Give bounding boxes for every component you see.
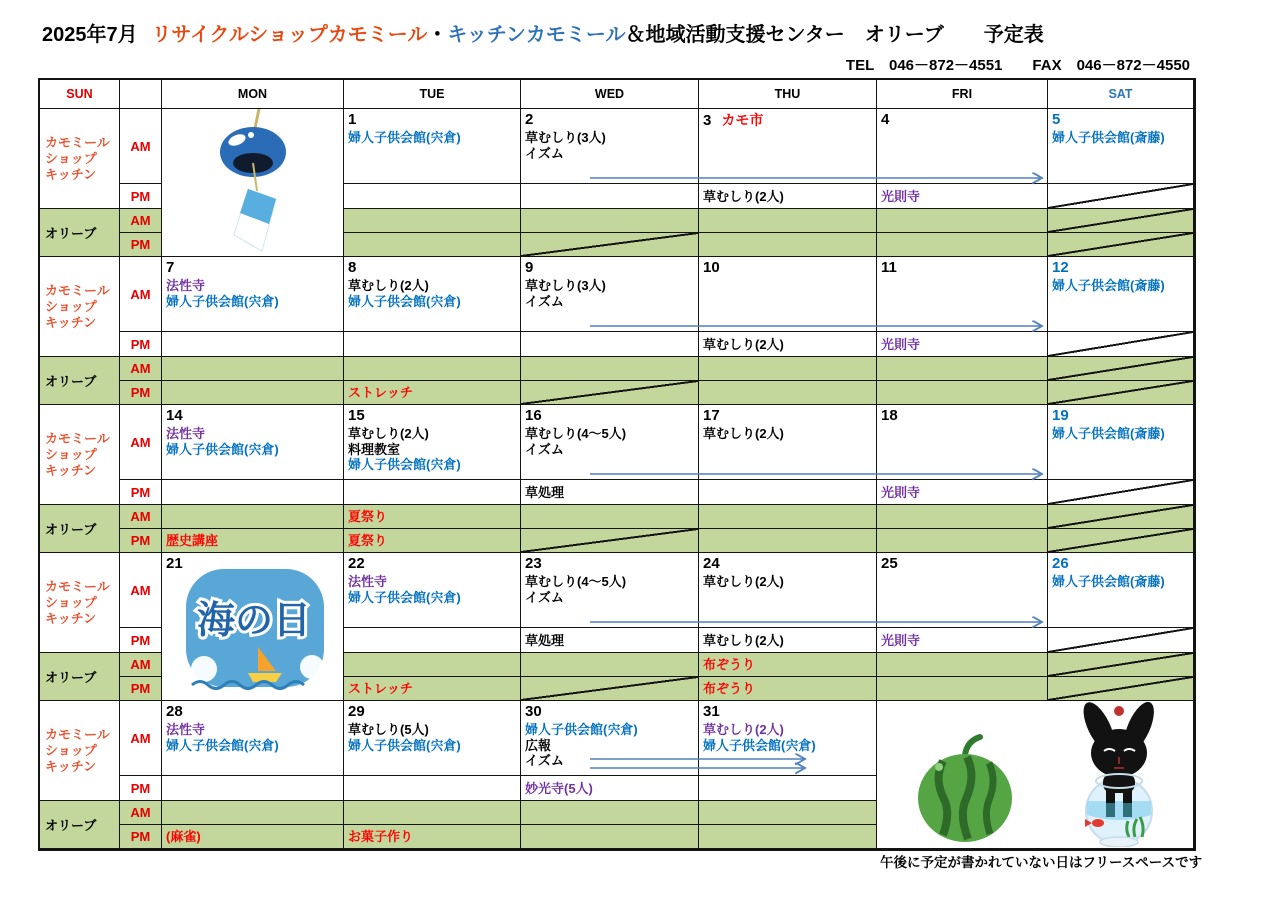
event-lines — [344, 278, 520, 309]
day-10-opm — [699, 381, 877, 405]
day-26-oam — [1048, 653, 1194, 677]
pm-row-label: PM — [120, 233, 162, 257]
event-label: イズム — [525, 293, 564, 309]
event-lines — [521, 634, 568, 647]
event-label: 法性寺 — [348, 574, 388, 589]
title-separator: ・ — [427, 24, 448, 46]
day-number: 21 — [166, 555, 183, 572]
day-number: 23 — [525, 555, 542, 572]
header-wed: WED — [521, 80, 699, 109]
event-lines — [699, 190, 788, 203]
kamomiru-section-label: カモミール ショップ キッチン — [40, 405, 120, 505]
event-label: 婦人子供会館(宍倉) — [348, 293, 461, 309]
day-1-oam — [344, 209, 521, 233]
event-lines — [344, 574, 520, 605]
event-lines — [344, 426, 520, 473]
day-number: 15 — [348, 407, 365, 424]
day-11-opm — [877, 381, 1048, 405]
day-number: 7 — [166, 259, 175, 276]
day-22-oam — [344, 653, 521, 677]
kamomiru-section-label: カモミール ショップ キッチン — [40, 701, 120, 801]
day-3-oam — [699, 209, 877, 233]
day-25-opm — [877, 677, 1048, 701]
day-3-opm — [699, 233, 877, 257]
day-17-opm — [699, 529, 877, 553]
event-lines — [162, 426, 343, 457]
am-row-label: AM — [120, 405, 162, 480]
am-row-label: AM — [120, 553, 162, 628]
kamomiru-section-label: カモミール ショップ キッチン — [40, 109, 120, 209]
olive-section-label: オリーブ — [40, 801, 120, 849]
event-lines — [1048, 574, 1193, 590]
header-blank — [120, 80, 162, 109]
am-row-label: AM — [120, 209, 162, 233]
event-lines — [1048, 278, 1193, 294]
day-number: 5 — [1052, 111, 1061, 128]
day-28-opm — [162, 825, 344, 849]
pm-row-label: PM — [120, 677, 162, 701]
day-number: 19 — [1052, 407, 1069, 424]
event-lines — [699, 682, 759, 695]
event-label: 妙光寺(5人) — [525, 780, 593, 796]
day-5-am — [1048, 109, 1194, 184]
day-number: 9 — [525, 259, 534, 276]
day-15-opm — [344, 529, 521, 553]
day-12-oam — [1048, 357, 1194, 381]
day-4-opm — [877, 233, 1048, 257]
event-lines — [344, 722, 520, 753]
event-lines — [877, 486, 924, 499]
am-row-label: AM — [120, 109, 162, 184]
pm-row-label: PM — [120, 628, 162, 653]
event-label: 草処理 — [525, 632, 565, 648]
day-29-opm — [344, 825, 521, 849]
event-label: 法性寺 — [166, 426, 206, 441]
day-number: 31 — [703, 703, 720, 720]
day-2-opm — [521, 233, 699, 257]
day-16-opm — [521, 529, 699, 553]
event-lines — [521, 722, 698, 769]
day-25-oam — [877, 653, 1048, 677]
event-label: 婦人子供会館(宍倉) — [348, 457, 461, 472]
contact-info: TEL 046－872－4551 FAX 046－872－4550 — [845, 57, 1190, 74]
day-30-am — [521, 701, 699, 776]
day-31-opm — [699, 825, 877, 849]
illustration-cell-marine — [162, 553, 344, 701]
event-lines — [699, 634, 788, 647]
event-lines — [521, 782, 597, 795]
day-1-am — [344, 109, 521, 184]
day-15-am — [344, 405, 521, 480]
day-18-am — [877, 405, 1048, 480]
event-label: 草むしり(2人) — [703, 574, 784, 589]
day-31-am — [699, 701, 877, 776]
day-31-oam — [699, 801, 877, 825]
day-30-oam — [521, 801, 699, 825]
day-12-opm — [1048, 381, 1194, 405]
event-label: 草むしり(2人) — [703, 336, 784, 352]
event-label: 草むしり(4～5人) — [525, 426, 627, 441]
event-lines — [521, 426, 698, 457]
day-7-oam — [162, 357, 344, 381]
day-number: 3 カモ市 — [703, 112, 764, 129]
day-9-am — [521, 257, 699, 332]
day-17-pm — [699, 480, 877, 505]
event-label: 婦人子供会館(宍倉) — [525, 722, 638, 737]
header-sat: SAT — [1048, 80, 1194, 109]
day-4-oam — [877, 209, 1048, 233]
day-11-pm — [877, 332, 1048, 357]
event-label: 布ぞうり — [703, 657, 756, 672]
event-lines — [699, 574, 876, 590]
day-16-am — [521, 405, 699, 480]
event-label: 草むしり(2人) — [348, 426, 429, 441]
day-8-opm — [344, 381, 521, 405]
day-1-opm — [344, 233, 521, 257]
header-tue: TUE — [344, 80, 521, 109]
pm-row-label: PM — [120, 776, 162, 801]
event-label: 婦人子供会館(宍倉) — [348, 589, 461, 605]
kamomiru-section-label: カモミール ショップ キッチン — [40, 553, 120, 653]
event-lines — [162, 278, 343, 309]
day-10-pm — [699, 332, 877, 357]
day-number: 1 — [348, 111, 357, 128]
event-lines — [521, 278, 698, 309]
olive-section-label: オリーブ — [40, 209, 120, 257]
pm-row-label: PM — [120, 480, 162, 505]
rabbit-fishbowl-illustration — [1077, 701, 1160, 847]
event-label: イズム — [525, 753, 564, 768]
event-label: 草処理 — [525, 484, 565, 500]
event-lines — [344, 130, 520, 146]
day-23-opm — [521, 677, 699, 701]
day-7-pm — [162, 332, 344, 357]
event-label: 歴史講座 — [166, 533, 219, 548]
header-sun: SUN — [40, 80, 120, 109]
day-number: 26 — [1052, 555, 1069, 572]
event-label: ストレッチ — [348, 385, 413, 400]
event-label: イズム — [525, 441, 564, 457]
event-label: 婦人子供会館(斎藤) — [1052, 426, 1165, 441]
day-14-pm — [162, 480, 344, 505]
event-label: 草むしり(5人) — [348, 722, 429, 737]
day-10-am — [699, 257, 877, 332]
day-15-pm — [344, 480, 521, 505]
day-8-am — [344, 257, 521, 332]
event-lines — [162, 830, 205, 843]
day-17-oam — [699, 505, 877, 529]
day-4-pm — [877, 184, 1048, 209]
day-2-oam — [521, 209, 699, 233]
day-14-oam — [162, 505, 344, 529]
event-lines — [344, 534, 391, 547]
event-label: 婦人子供会館(宍倉) — [166, 441, 279, 457]
pm-row-label: PM — [120, 332, 162, 357]
day-11-am — [877, 257, 1048, 332]
event-label: (麻雀) — [166, 829, 201, 844]
day-number: 25 — [881, 555, 898, 572]
day-10-oam — [699, 357, 877, 381]
title-rest: ＆地域活動支援センター オリーブ 予定表 — [625, 24, 1044, 46]
event-label: 草むしり(2人) — [703, 188, 784, 204]
event-label: ストレッチ — [348, 681, 413, 696]
day-12-pm — [1048, 332, 1194, 357]
day-23-pm — [521, 628, 699, 653]
day-28-pm — [162, 776, 344, 801]
event-label: 草むしり(2人) — [703, 632, 784, 648]
event-label: 婦人子供会館(斎藤) — [1052, 278, 1165, 293]
day-9-pm — [521, 332, 699, 357]
pm-row-label: PM — [120, 529, 162, 553]
event-label: 婦人子供会館(宍倉) — [166, 737, 279, 753]
kamomiru-section-label: カモミール ショップ キッチン — [40, 257, 120, 357]
event-lines — [1048, 426, 1193, 442]
event-label: 婦人子供会館(宍倉) — [348, 130, 461, 145]
event-lines — [699, 722, 876, 753]
event-label: イズム — [525, 589, 564, 605]
day-number: 28 — [166, 703, 183, 720]
event-lines — [344, 682, 417, 695]
day-22-am — [344, 553, 521, 628]
am-row-label: AM — [120, 505, 162, 529]
illustration-cell-windchime — [162, 109, 344, 257]
day-number: 2 — [525, 111, 534, 128]
day-25-pm — [877, 628, 1048, 653]
day-24-am — [699, 553, 877, 628]
pm-row-label: PM — [120, 381, 162, 405]
olive-section-label: オリーブ — [40, 505, 120, 553]
summer-illustration — [877, 701, 1192, 847]
event-label: 草むしり(2人) — [703, 722, 784, 737]
olive-section-label: オリーブ — [40, 357, 120, 405]
day-3-pm — [699, 184, 877, 209]
event-label: 広報 — [525, 737, 552, 753]
day-25-am — [877, 553, 1048, 628]
day-31-pm — [699, 776, 877, 801]
day-26-pm — [1048, 628, 1194, 653]
header-fri: FRI — [877, 80, 1048, 109]
day-5-opm — [1048, 233, 1194, 257]
event-lines — [344, 386, 417, 399]
day-26-am — [1048, 553, 1194, 628]
day-22-opm — [344, 677, 521, 701]
event-label: 光則寺 — [881, 336, 921, 352]
event-label: 草むしり(3人) — [525, 278, 606, 293]
am-row-label: AM — [120, 357, 162, 381]
day-7-am — [162, 257, 344, 332]
day-19-pm — [1048, 480, 1194, 505]
day-28-am — [162, 701, 344, 776]
event-label: 婦人子供会館(宍倉) — [703, 737, 816, 753]
day-8-oam — [344, 357, 521, 381]
event-lines — [877, 338, 924, 351]
day-number: 8 — [348, 259, 357, 276]
day-29-am — [344, 701, 521, 776]
day-number: 14 — [166, 407, 183, 424]
event-lines — [699, 338, 788, 351]
day-24-oam — [699, 653, 877, 677]
event-lines — [344, 510, 391, 523]
event-label: 草むしり(2人) — [348, 278, 429, 293]
day-16-pm — [521, 480, 699, 505]
event-label: 光則寺 — [881, 632, 921, 648]
day-30-opm — [521, 825, 699, 849]
day-number: 24 — [703, 555, 720, 572]
day-4-am — [877, 109, 1048, 184]
day-11-oam — [877, 357, 1048, 381]
olive-section-label: オリーブ — [40, 653, 120, 701]
title-shop-name: リサイクルショップカモミール — [151, 24, 428, 46]
footer-note: 午後に予定が書かれていない日はフリースペースです — [880, 855, 1203, 870]
event-label: 草むしり(2人) — [703, 426, 784, 441]
page-title — [42, 18, 1044, 47]
day-22-pm — [344, 628, 521, 653]
watermelon-illustration — [918, 737, 1012, 842]
event-label: 夏祭り — [348, 533, 388, 548]
day-8-pm — [344, 332, 521, 357]
event-label: お菓子作り — [348, 829, 414, 844]
event-lines — [521, 574, 698, 605]
day-5-oam — [1048, 209, 1194, 233]
day-1-pm — [344, 184, 521, 209]
illustration-cell-summer — [877, 701, 1194, 849]
event-label: 光則寺 — [881, 484, 921, 500]
day-24-pm — [699, 628, 877, 653]
day-26-opm — [1048, 677, 1194, 701]
day-29-oam — [344, 801, 521, 825]
event-lines — [1048, 130, 1193, 146]
day-3-am — [699, 109, 877, 184]
calendar-table — [38, 78, 1196, 851]
day-14-opm — [162, 529, 344, 553]
event-lines — [699, 426, 876, 442]
day-29-pm — [344, 776, 521, 801]
day-30-pm — [521, 776, 699, 801]
event-lines — [699, 658, 759, 671]
event-label: 婦人子供会館(斎藤) — [1052, 574, 1165, 589]
day-14-am — [162, 405, 344, 480]
day-19-oam — [1048, 505, 1194, 529]
day-18-oam — [877, 505, 1048, 529]
day-number: 29 — [348, 703, 365, 720]
event-lines — [877, 634, 924, 647]
day-number: 18 — [881, 407, 898, 424]
event-lines — [162, 722, 343, 753]
day-event-badge: カモ市 — [721, 112, 764, 128]
event-label: 布ぞうり — [703, 681, 756, 696]
header-mon: MON — [162, 80, 344, 109]
marine-day-illustration — [162, 553, 342, 699]
event-lines — [344, 830, 417, 843]
day-19-am — [1048, 405, 1194, 480]
day-5-pm — [1048, 184, 1194, 209]
windchime-illustration — [162, 109, 342, 255]
event-label: 草むしり(3人) — [525, 130, 606, 145]
am-row-label: AM — [120, 701, 162, 776]
event-label: 光則寺 — [881, 188, 921, 204]
day-2-pm — [521, 184, 699, 209]
day-number: 12 — [1052, 259, 1069, 276]
event-label: 婦人子供会館(斎藤) — [1052, 130, 1165, 145]
day-28-oam — [162, 801, 344, 825]
day-2-am — [521, 109, 699, 184]
day-18-pm — [877, 480, 1048, 505]
day-number: 22 — [348, 555, 365, 572]
event-label: 婦人子供会館(宍倉) — [348, 737, 461, 753]
event-lines — [521, 486, 568, 499]
day-15-oam — [344, 505, 521, 529]
am-row-label: AM — [120, 257, 162, 332]
am-row-label: AM — [120, 653, 162, 677]
marine-day-text: 海の日 — [196, 600, 312, 642]
day-16-oam — [521, 505, 699, 529]
day-9-opm — [521, 381, 699, 405]
day-18-opm — [877, 529, 1048, 553]
event-lines — [521, 130, 698, 161]
day-number: 11 — [881, 259, 897, 276]
title-month: 2025年7月 — [42, 24, 138, 46]
event-lines — [877, 190, 924, 203]
day-23-am — [521, 553, 699, 628]
pm-row-label: PM — [120, 825, 162, 849]
event-label: 料理教室 — [348, 441, 401, 457]
day-17-am — [699, 405, 877, 480]
event-label: 婦人子供会館(宍倉) — [166, 293, 279, 309]
title-kitchen-name: キッチンカモミール — [447, 24, 626, 46]
day-number: 10 — [703, 259, 720, 276]
day-7-opm — [162, 381, 344, 405]
header-thu: THU — [699, 80, 877, 109]
event-label: イズム — [525, 145, 564, 161]
event-label: 草むしり(4～5人) — [525, 574, 627, 589]
day-number: 30 — [525, 703, 542, 720]
am-row-label: AM — [120, 801, 162, 825]
pm-row-label: PM — [120, 184, 162, 209]
day-23-oam — [521, 653, 699, 677]
event-label: 法性寺 — [166, 722, 206, 737]
event-label: 夏祭り — [348, 509, 388, 524]
day-number: 17 — [703, 407, 720, 424]
day-24-opm — [699, 677, 877, 701]
day-number: 4 — [881, 111, 890, 128]
event-lines — [162, 534, 222, 547]
day-9-oam — [521, 357, 699, 381]
day-number: 16 — [525, 407, 542, 424]
event-label: 法性寺 — [166, 278, 206, 293]
day-19-opm — [1048, 529, 1194, 553]
day-12-am — [1048, 257, 1194, 332]
